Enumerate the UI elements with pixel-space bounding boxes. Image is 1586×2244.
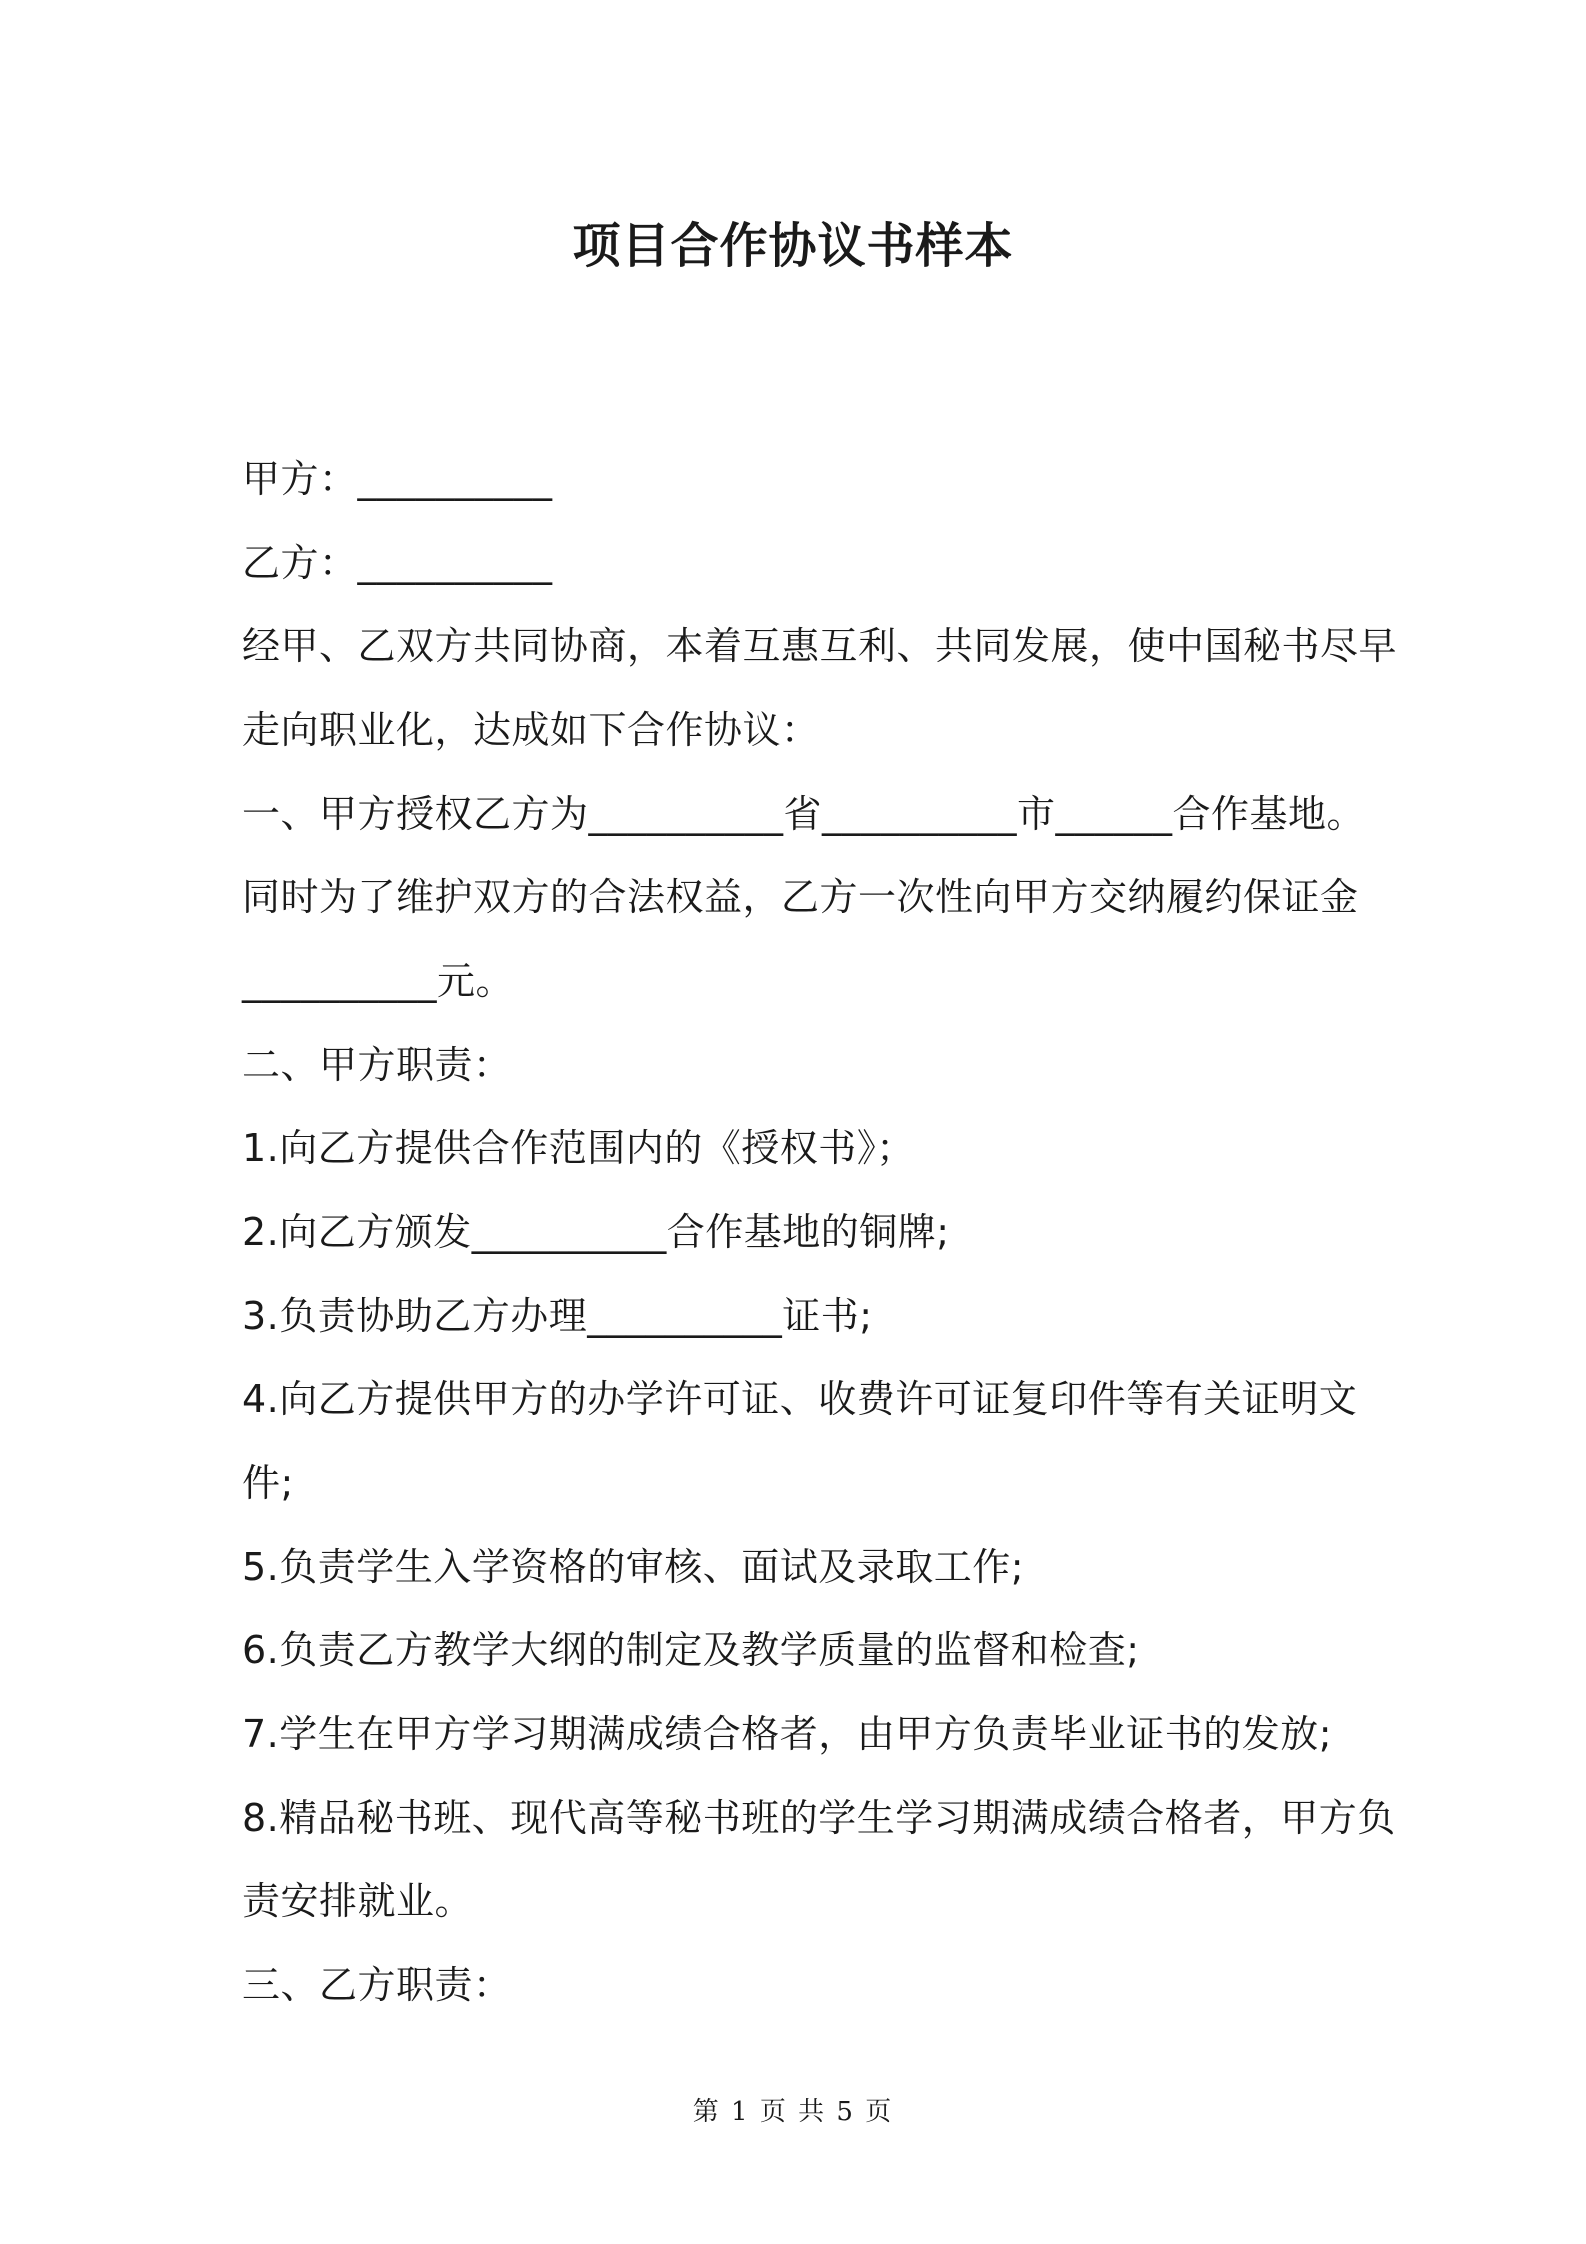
clause-1-line-3: __________元。 — [242, 959, 515, 1003]
list-item: 7.学生在甲方学习期满成绩合格者，由甲方负责毕业证书的发放; — [242, 1712, 1333, 1756]
clause-1-line-2: 同时为了维护双方的合法权益，乙方一次性向甲方交纳履约保证金 — [242, 875, 1359, 919]
list-item-continuation: 件; — [242, 1461, 294, 1505]
document-title: 项目合作协议书样本 — [572, 218, 1014, 274]
list-item: 1.向乙方提供合作范围内的《授权书》； — [242, 1126, 915, 1170]
section-heading-party-b: 三、乙方职责： — [242, 1963, 512, 2007]
intro-line-1: 经甲、乙双方共同协商，本着互惠互利、共同发展，使中国秘书尽早 — [242, 624, 1398, 668]
intro-line-2: 走向职业化，达成如下合作协议： — [242, 708, 820, 752]
list-item: 5.负责学生入学资格的审核、面试及录取工作; — [242, 1545, 1025, 1589]
page-number-footer: 第 1 页 共 5 页 — [692, 2097, 894, 2127]
clause-1-line-1: 一、甲方授权乙方为__________省__________市______合作基地。 — [242, 792, 1366, 836]
party-b-line: 乙方：__________ — [242, 541, 553, 585]
list-item: 2.向乙方颁发__________合作基地的铜牌; — [242, 1210, 950, 1254]
list-item: 8.精品秘书班、现代高等秘书班的学生学习期满成绩合格者，甲方负 — [242, 1796, 1396, 1840]
list-item: 4.向乙方提供甲方的办学许可证、收费许可证复印件等有关证明文 — [242, 1377, 1358, 1421]
list-item: 6.负责乙方教学大纲的制定及教学质量的监督和检查; — [242, 1628, 1140, 1672]
list-item-continuation: 责安排就业。 — [242, 1879, 474, 1923]
list-item: 3.负责协助乙方办理__________证书; — [242, 1294, 873, 1338]
party-a-line: 甲方：__________ — [242, 457, 553, 501]
section-heading-party-a: 二、甲方职责： — [242, 1043, 512, 1087]
